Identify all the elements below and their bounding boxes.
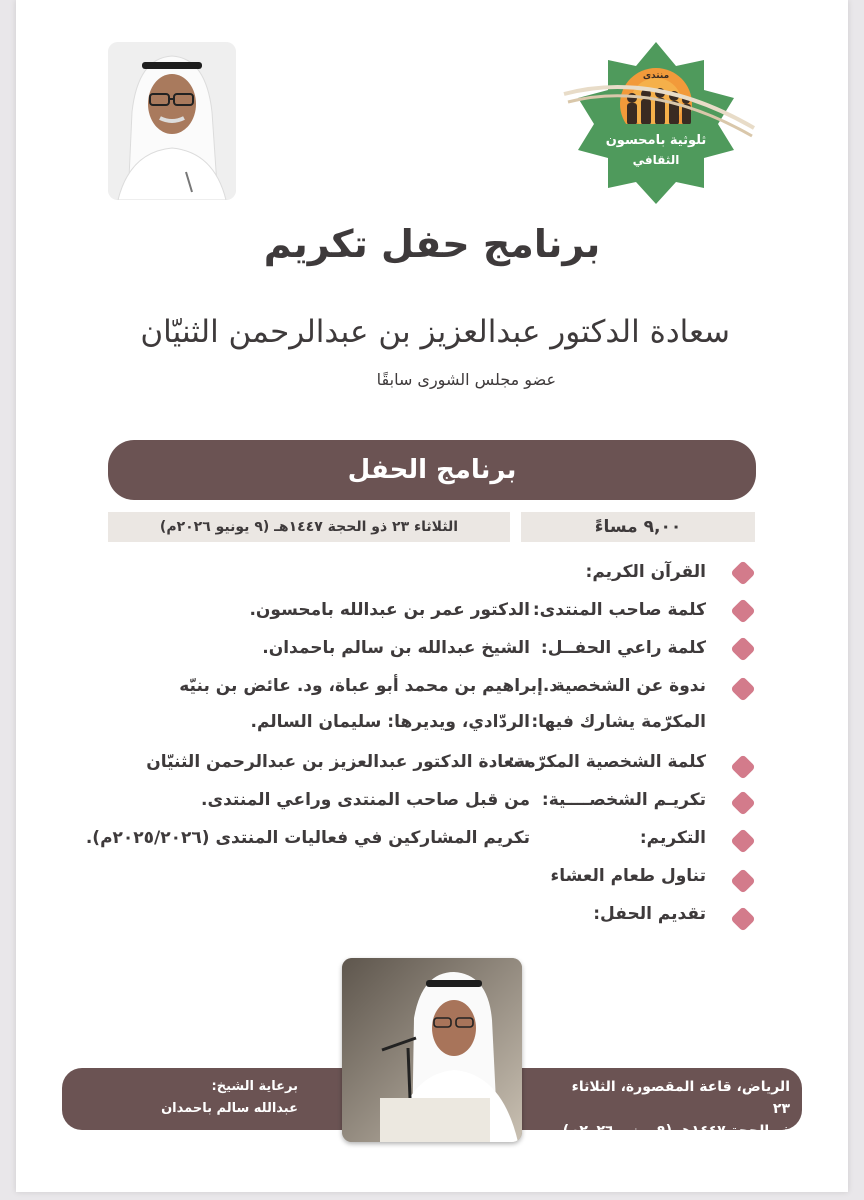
item-value: د.إبراهيم بن محمد أبو عباة، ود. عائض بن بنيّه xyxy=(179,676,558,696)
location-line-2: ذو الحجة ١٤٤٧هـ (٩ يونيو ٢٠٢٦م) xyxy=(562,1123,790,1139)
logo-sub-text: الثقافي xyxy=(632,153,680,167)
item-label: ندوة عن الشخصية xyxy=(554,676,706,696)
footer-patron xyxy=(98,1076,298,1120)
program-date: الثلاثاء ٢٣ ذو الحجة ١٤٤٧هـ (٩ يونيو ٢٠٢٦م) xyxy=(108,512,510,542)
item-value: تكريم المشاركين في فعاليات المنتدى (٢٠٢٥/٢٠٢٦م). xyxy=(85,828,530,848)
list-item xyxy=(108,784,758,820)
footer-location xyxy=(560,1076,790,1142)
list-item xyxy=(108,594,758,630)
list-item xyxy=(108,898,758,934)
item-label: كلمة صاحب المنتدى: xyxy=(532,600,706,620)
honoree-photo xyxy=(108,42,236,200)
diamond-bullet-icon xyxy=(730,906,755,931)
diamond-bullet-icon xyxy=(730,598,755,623)
program-banner: برنامج الحفل xyxy=(108,440,756,500)
item-label: كلمة راعي الحفــل: xyxy=(540,638,706,658)
list-item xyxy=(108,670,758,706)
item-value: الردّادي، ويديرها: سليمان السالم. xyxy=(250,712,530,732)
forum-logo xyxy=(554,40,759,205)
item-label: تناول طعام العشاء xyxy=(550,866,706,886)
item-label: القرآن الكريم: xyxy=(585,562,706,582)
honoree-subtitle: عضو مجلس الشورى سابقًا xyxy=(376,370,556,389)
diamond-bullet-icon xyxy=(730,790,755,815)
item-value: الدكتور عمر بن عبدالله بامحسون. xyxy=(249,600,530,620)
item-label: تقديم الحفل: xyxy=(593,904,706,924)
item-value: الشيخ عبدالله بن سالم باحمدان. xyxy=(262,638,530,658)
list-item xyxy=(108,860,758,896)
program-time: ٩,٠٠ مساءً xyxy=(521,512,755,542)
diamond-bullet-icon xyxy=(730,636,755,661)
diamond-bullet-icon xyxy=(730,754,755,779)
page-title: برنامج حفل تكريم xyxy=(263,222,601,266)
patron-line-1: برعاية الشيخ: xyxy=(211,1079,298,1094)
item-label: كلمة الشخصية المكرّمة: xyxy=(508,752,706,772)
list-item xyxy=(85,822,758,858)
diamond-bullet-icon xyxy=(730,828,755,853)
list-item xyxy=(108,556,758,592)
invitation-page xyxy=(16,0,848,1192)
item-label: المكرّمة يشارك فيها: xyxy=(531,712,706,732)
patron-line-2: عبدالله سالم باحمدان xyxy=(161,1101,298,1116)
item-value: من قبل صاحب المنتدى وراعي المنتدى. xyxy=(201,790,530,810)
item-label: التكريم: xyxy=(639,828,706,848)
list-item xyxy=(108,746,758,782)
list-item xyxy=(108,706,758,742)
honoree-name: سعادة الدكتور عبدالعزيز بن عبدالرحمن الثنيّان xyxy=(140,314,730,350)
diamond-bullet-icon xyxy=(730,560,755,585)
list-item xyxy=(108,632,758,668)
diamond-bullet-icon xyxy=(730,676,755,701)
location-line-1: الرياض، قاعة المقصورة، الثلاثاء ٢٣ xyxy=(571,1079,790,1117)
item-label: تكريـم الشخصــــية: xyxy=(541,790,706,810)
diamond-bullet-icon xyxy=(730,868,755,893)
item-value: سعادة الدكتور عبدالعزيز بن عبدالرحمن الثنيّان xyxy=(146,752,530,772)
patron-photo xyxy=(342,958,522,1142)
logo-top-text: منتدى xyxy=(642,71,670,81)
logo-name-text: ثلوثية بامحسون xyxy=(605,133,707,148)
